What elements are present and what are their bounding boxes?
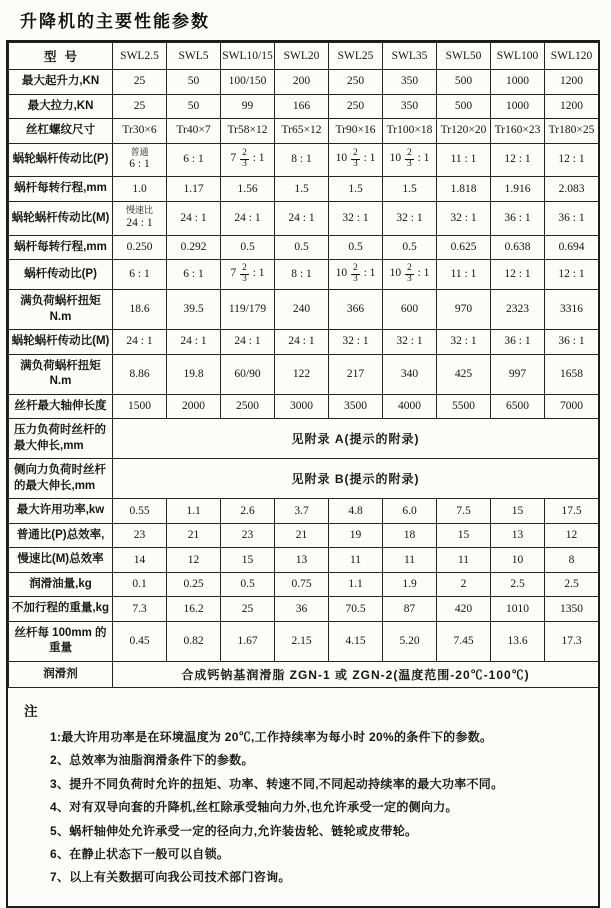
value-cell: 5500: [437, 394, 491, 419]
value-cell: 70.5: [329, 597, 383, 622]
value-cell: 1.9: [383, 572, 437, 597]
table-row: [9, 621, 599, 661]
value-cell: 0.5: [329, 235, 383, 260]
value-cell: 166: [275, 94, 329, 119]
model-header: SWL10/15: [221, 43, 275, 70]
value-cell: 8 : 1: [275, 143, 329, 177]
value-cell: 10 $\frac{2}{3}$ : 1: [329, 143, 383, 177]
value-cell: 600: [383, 290, 437, 330]
model-header: SWL50: [437, 43, 491, 70]
value-cell: 1.67: [221, 621, 275, 661]
table-row: [9, 235, 599, 260]
value-cell: 32 : 1: [383, 330, 437, 355]
value-cell: 350: [383, 94, 437, 119]
value-cell: 2.5: [491, 572, 545, 597]
value-cell: 4.15: [329, 621, 383, 661]
value-cell: 17.3: [545, 621, 599, 661]
value-cell: 25: [113, 94, 167, 119]
row-label: 蜗轮蜗杆传动比(P): [9, 143, 113, 177]
table-row: [9, 201, 599, 235]
value-cell: 0.25: [167, 572, 221, 597]
fraction: $\frac{2}{3}$: [406, 263, 412, 285]
value-cell: 12 : 1: [491, 143, 545, 177]
cell-note: 普通: [130, 146, 149, 157]
value-cell: 87: [383, 597, 437, 622]
value-cell: 1200: [545, 94, 599, 119]
table-row: [9, 143, 599, 177]
value-cell: 425: [437, 354, 491, 394]
value-cell: 0.45: [113, 621, 167, 661]
value-cell: 21: [275, 523, 329, 548]
model-corner-label: 型号: [9, 43, 113, 70]
value-cell: 0.75: [275, 572, 329, 597]
table-row: [9, 661, 599, 687]
note-item: 3、提升不同负荷时允许的扭矩、功率、转速不同,不同起动持续率的最大功率不同。: [50, 776, 504, 791]
value-cell: 8 : 1: [275, 260, 329, 290]
value-cell: 19: [329, 523, 383, 548]
value-cell: 1.1: [329, 572, 383, 597]
value-cell: Tr65×12: [275, 119, 329, 144]
value-cell: 8.86: [113, 354, 167, 394]
value-cell: 217: [329, 354, 383, 394]
value-cell: 1350: [545, 597, 599, 622]
cell-note: 慢速比: [125, 204, 153, 215]
model-header: SWL20: [275, 43, 329, 70]
row-label: 蜗杆每转行程,mm: [9, 235, 113, 260]
value-cell: 6 : 1: [167, 260, 221, 290]
value-cell: 36: [275, 597, 329, 622]
value-cell: 13: [275, 548, 329, 573]
value-cell: 500: [437, 94, 491, 119]
value-cell: 10 $\frac{2}{3}$ : 1: [383, 260, 437, 290]
document-frame: [6, 40, 600, 908]
value-cell: 5.20: [383, 621, 437, 661]
table-row: [9, 597, 599, 622]
value-cell: 0.5: [383, 235, 437, 260]
value-cell: 39.5: [167, 290, 221, 330]
table-row: [9, 523, 599, 548]
value-cell: 15: [491, 499, 545, 524]
row-label: 最大起升力,KN: [9, 70, 113, 95]
value-cell: 15: [437, 523, 491, 548]
table-row: [9, 260, 599, 290]
value-cell: 32 : 1: [437, 330, 491, 355]
value-cell: 0.638: [491, 235, 545, 260]
value-cell: 11 : 1: [437, 143, 491, 177]
table-row: [9, 119, 599, 144]
value-cell: 12 : 1: [491, 260, 545, 290]
value-cell: 2: [437, 572, 491, 597]
value-cell: 6 : 1: [167, 143, 221, 177]
value-cell: 6500: [491, 394, 545, 419]
value-cell: 13: [491, 523, 545, 548]
value-cell: 50: [167, 94, 221, 119]
value-cell: 7.5: [437, 499, 491, 524]
value-cell: 3316: [545, 290, 599, 330]
value-cell: 420: [437, 597, 491, 622]
table-row: [9, 459, 599, 499]
value-cell: 7 $\frac{2}{3}$ : 1: [221, 143, 275, 177]
value-cell: 2.083: [545, 177, 599, 202]
table-row: [9, 177, 599, 202]
value-cell: 240: [275, 290, 329, 330]
value-cell: 24 : 1: [221, 201, 275, 235]
model-header: SWL25: [329, 43, 383, 70]
value-cell: 普通 6 : 1: [113, 143, 167, 177]
value-cell: 24 : 1: [113, 330, 167, 355]
value-cell: 3.7: [275, 499, 329, 524]
table-row: [9, 419, 599, 459]
table-header-row: [9, 43, 599, 70]
note-item: 2、总效率为油脂润滑条件下的参数。: [50, 753, 254, 768]
value-cell: 7.45: [437, 621, 491, 661]
value-cell: Tr40×7: [167, 119, 221, 144]
merged-value-cell: 见附录 B(提示的附录): [113, 459, 599, 499]
row-label: 蜗杆传动比(P): [9, 260, 113, 290]
value-cell: 0.5: [221, 572, 275, 597]
value-cell: 24 : 1: [167, 201, 221, 235]
row-label: 润滑油量,kg: [9, 572, 113, 597]
row-label: 蜗轮蜗杆传动比(M): [9, 330, 113, 355]
row-label: 不加行程的重量,kg: [9, 597, 113, 622]
value-cell: 500: [437, 70, 491, 95]
value-cell: 50: [167, 70, 221, 95]
value-cell: 6.0: [383, 499, 437, 524]
value-cell: 13.6: [491, 621, 545, 661]
value-cell: 1.1: [167, 499, 221, 524]
value-cell: Tr30×6: [113, 119, 167, 144]
value-cell: 100/150: [221, 70, 275, 95]
value-cell: 1000: [491, 94, 545, 119]
value-cell: 2500: [221, 394, 275, 419]
value-cell: 366: [329, 290, 383, 330]
value-cell: 11: [437, 548, 491, 573]
value-cell: 3500: [329, 394, 383, 419]
value-cell: 2000: [167, 394, 221, 419]
value-cell: Tr180×25: [545, 119, 599, 144]
value-cell: 36 : 1: [491, 201, 545, 235]
table-row: [9, 499, 599, 524]
row-label: 慢速比(M)总效率: [9, 548, 113, 573]
value-cell: 1.818: [437, 177, 491, 202]
value-cell: 1.916: [491, 177, 545, 202]
value-cell: 350: [383, 70, 437, 95]
value-cell: 14: [113, 548, 167, 573]
value-cell: 11: [383, 548, 437, 573]
value-cell: 0.250: [113, 235, 167, 260]
model-header: SWL120: [545, 43, 599, 70]
value-cell: 2.15: [275, 621, 329, 661]
value-cell: 1.0: [113, 177, 167, 202]
value-cell: 8: [545, 548, 599, 573]
value-cell: 慢速比 24 : 1: [113, 201, 167, 235]
note-item: 5、蜗杆轴伸处允许承受一定的径向力,允许装齿轮、链轮或皮带轮。: [50, 823, 418, 838]
row-label: 满负荷蜗杆扭矩 N.m: [9, 290, 113, 330]
value-cell: 11: [329, 548, 383, 573]
value-cell: 36 : 1: [545, 330, 599, 355]
table-row: [9, 572, 599, 597]
table-row: [9, 70, 599, 95]
notes-heading: 注: [24, 703, 38, 719]
fraction: $\frac{2}{3}$: [352, 148, 358, 170]
value-cell: 25: [113, 70, 167, 95]
model-header: SWL2.5: [113, 43, 167, 70]
value-cell: 122: [275, 354, 329, 394]
table-row: [9, 94, 599, 119]
value-cell: 7000: [545, 394, 599, 419]
value-cell: 997: [491, 354, 545, 394]
row-label: 普通比(P)总效率,: [9, 523, 113, 548]
table-row: [9, 394, 599, 419]
value-cell: Tr160×23: [491, 119, 545, 144]
value-cell: 32 : 1: [437, 201, 491, 235]
value-cell: 1.5: [275, 177, 329, 202]
value-cell: 0.5: [275, 235, 329, 260]
value-cell: 2323: [491, 290, 545, 330]
row-label: 蜗杆每转行程,mm: [9, 177, 113, 202]
row-label: 侧向力负荷时丝杆 的最大伸长,mm: [9, 459, 113, 499]
row-label: 最大拉力,KN: [9, 94, 113, 119]
value-cell: 1.56: [221, 177, 275, 202]
value-cell: 23: [221, 523, 275, 548]
value-cell: 2.5: [545, 572, 599, 597]
value-cell: 250: [329, 70, 383, 95]
value-cell: 4.8: [329, 499, 383, 524]
value-cell: 10 $\frac{2}{3}$ : 1: [383, 143, 437, 177]
value-cell: 32 : 1: [329, 330, 383, 355]
merged-value-cell: 见附录 A(提示的附录): [113, 419, 599, 459]
value-cell: 0.82: [167, 621, 221, 661]
value-cell: 1010: [491, 597, 545, 622]
value-cell: 1.5: [329, 177, 383, 202]
params-table-body: [9, 70, 599, 688]
value-cell: 16.2: [167, 597, 221, 622]
notes-section: [8, 688, 598, 906]
value-cell: 6 : 1: [113, 260, 167, 290]
value-cell: 2.6: [221, 499, 275, 524]
value-cell: 24 : 1: [167, 330, 221, 355]
value-cell: 24 : 1: [275, 330, 329, 355]
value-cell: 119/179: [221, 290, 275, 330]
table-row: [9, 354, 599, 394]
value-cell: Tr120×20: [437, 119, 491, 144]
value-cell: 250: [329, 94, 383, 119]
value-cell: 32 : 1: [383, 201, 437, 235]
value-cell: 7.3: [113, 597, 167, 622]
value-cell: 0.55: [113, 499, 167, 524]
fraction: $\frac{2}{3}$: [352, 263, 358, 285]
value-cell: 32 : 1: [329, 201, 383, 235]
value-cell: 0.1: [113, 572, 167, 597]
value-cell: 970: [437, 290, 491, 330]
page-title: 升降机的主要性能参数: [20, 12, 210, 31]
row-label: 润滑剂: [9, 661, 113, 687]
value-cell: 0.694: [545, 235, 599, 260]
note-item: 7、以上有关数据可向我公司技术部门咨询。: [50, 870, 291, 885]
value-cell: 1200: [545, 70, 599, 95]
value-cell: 25: [221, 597, 275, 622]
fraction: $\frac{2}{3}$: [242, 148, 247, 170]
row-label: 丝杆最大轴伸长度: [9, 394, 113, 419]
table-row: [9, 290, 599, 330]
notes-list: [18, 726, 588, 890]
value-cell: 11 : 1: [437, 260, 491, 290]
value-cell: 18: [383, 523, 437, 548]
row-label: 丝杆每 100mm 的重量: [9, 621, 113, 661]
value-cell: 18.6: [113, 290, 167, 330]
value-cell: 36 : 1: [491, 330, 545, 355]
value-cell: 15: [221, 548, 275, 573]
note-item: 4、对有双导向套的升降机,丝杠除承受轴向力外,也允许承受一定的侧向力。: [50, 800, 458, 815]
value-cell: 1.17: [167, 177, 221, 202]
table-row: [9, 330, 599, 355]
value-cell: 12: [167, 548, 221, 573]
fraction: $\frac{2}{3}$: [406, 148, 412, 170]
row-label: 压力负荷时丝杆的 最大伸长,mm: [9, 419, 113, 459]
value-cell: 17.5: [545, 499, 599, 524]
value-cell: 1500: [113, 394, 167, 419]
model-header: SWL35: [383, 43, 437, 70]
value-cell: 21: [167, 523, 221, 548]
row-label: 丝杠螺纹尺寸: [9, 119, 113, 144]
row-label: 满负荷蜗杆扭矩 N.m: [9, 354, 113, 394]
value-cell: 340: [383, 354, 437, 394]
value-cell: 24 : 1: [275, 201, 329, 235]
value-cell: 1000: [491, 70, 545, 95]
value-cell: 7 $\frac{2}{3}$ : 1: [221, 260, 275, 290]
row-label: 蜗轮蜗杆传动比(M): [9, 201, 113, 235]
value-cell: 1658: [545, 354, 599, 394]
value-cell: 60/90: [221, 354, 275, 394]
value-cell: 0.625: [437, 235, 491, 260]
value-cell: 10 $\frac{2}{3}$ : 1: [329, 260, 383, 290]
params-table: [8, 42, 599, 688]
model-header: SWL5: [167, 43, 221, 70]
note-item: 6、在静止状态下一般可以自锁。: [50, 846, 230, 861]
value-cell: 0.292: [167, 235, 221, 260]
fraction: $\frac{2}{3}$: [242, 263, 247, 285]
model-header: SWL100: [491, 43, 545, 70]
value-cell: 24 : 1: [221, 330, 275, 355]
table-row: [9, 548, 599, 573]
row-label: 最大许用功率,kw: [9, 499, 113, 524]
value-cell: 23: [113, 523, 167, 548]
merged-value-cell: 合成钙钠基润滑脂 ZGN-1 或 ZGN-2(温度范围-20℃-100℃): [113, 661, 599, 687]
value-cell: 36 : 1: [545, 201, 599, 235]
value-cell: 12 : 1: [545, 143, 599, 177]
value-cell: Tr90×16: [329, 119, 383, 144]
note-item: 1:最大许用功率是在环境温度为 20℃,工作持续率为每小时 20%的条件下的参数。: [50, 729, 493, 744]
value-cell: 19.8: [167, 354, 221, 394]
value-cell: 3000: [275, 394, 329, 419]
value-cell: Tr100×18: [383, 119, 437, 144]
value-cell: 99: [221, 94, 275, 119]
value-cell: 4000: [383, 394, 437, 419]
value-cell: 1.5: [383, 177, 437, 202]
value-cell: 12 : 1: [545, 260, 599, 290]
value-cell: Tr58×12: [221, 119, 275, 144]
value-cell: 200: [275, 70, 329, 95]
value-cell: 10: [491, 548, 545, 573]
value-cell: 0.5: [221, 235, 275, 260]
value-cell: 12: [545, 523, 599, 548]
